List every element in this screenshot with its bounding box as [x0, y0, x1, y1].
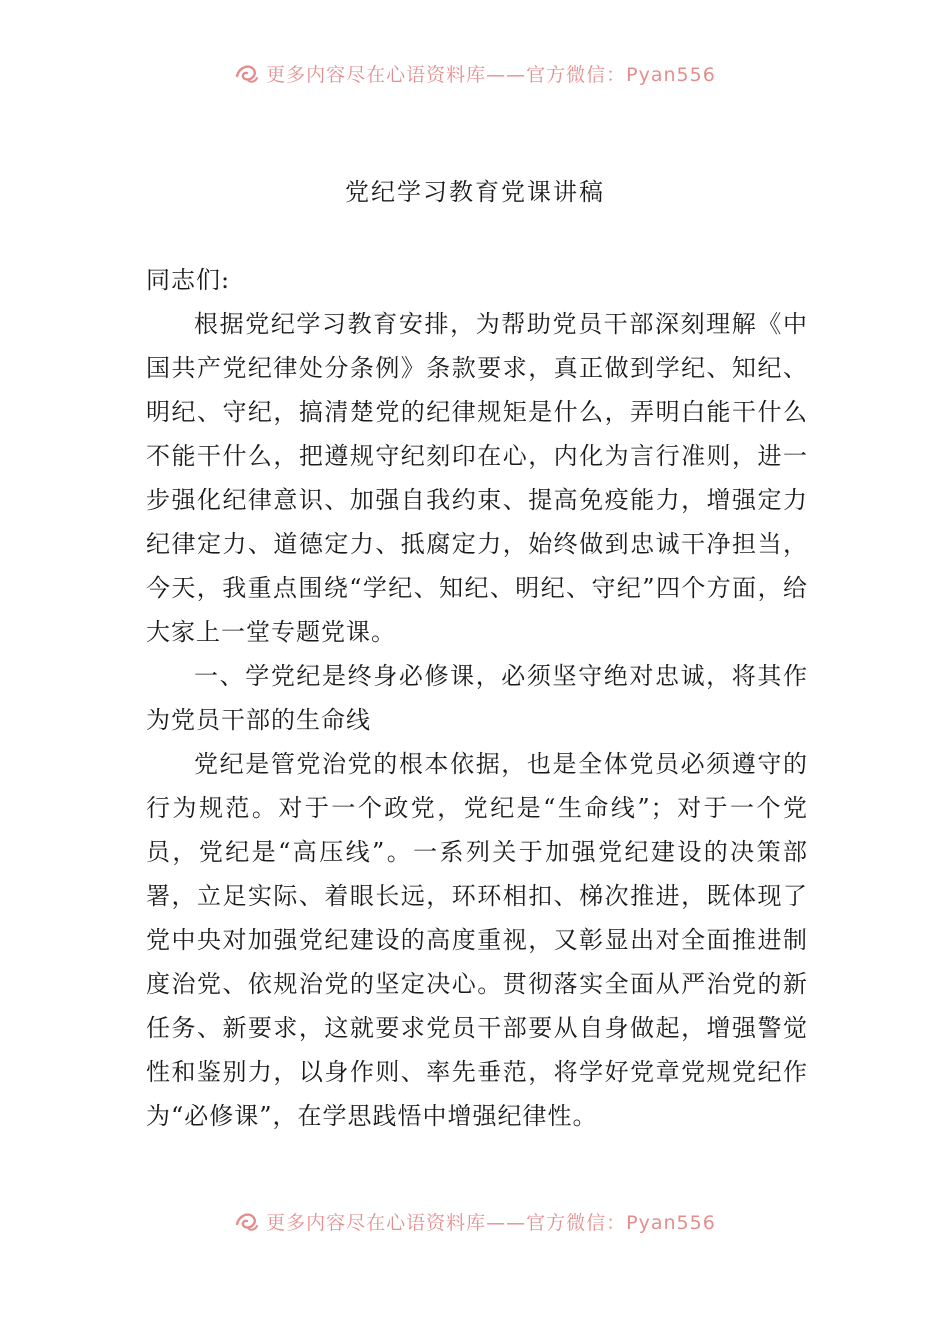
- swirl-logo-icon: [234, 62, 260, 84]
- section-heading: 一、学党纪是终身必修课，必须坚守绝对忠诚，将其作为党员干部的生命线: [146, 662, 808, 734]
- document-title: 党纪学习教育党课讲稿: [345, 178, 605, 206]
- document-body: [146, 258, 808, 1138]
- footer-watermark: [0, 1206, 950, 1236]
- salutation: 同志们:: [146, 266, 231, 294]
- paragraph-body: 党纪是管党治党的根本依据，也是全体党员必须遵守的行为规范。对于一个政党，党纪是“生命线”；对于一个党员，党纪是“高压线”。一系列关于加强党纪建设的决策部署，立足实际、着眼长远，环环相扣、梯次推进，既体现了党中央对加强党纪建设的高度重视，又彰显出对全面推进制度治党、依规治党的坚定决心。贯彻落实全面从严治党的新任务、新要求，这就要求党员干部要从自身做起，增强警觉性和鉴别力，以身作则、率先垂范，将学好党章党规党纪作为“必修课”，在学思践悟中增强纪律性。: [146, 750, 808, 1130]
- watermark-text: 更多内容尽在心语资料库——官方微信：Pyan556: [266, 1211, 716, 1234]
- header-watermark: [0, 58, 950, 88]
- watermark-text: 更多内容尽在心语资料库——官方微信：Pyan556: [266, 63, 716, 86]
- paragraph-intro: 根据党纪学习教育安排，为帮助党员干部深刻理解《中国共产党纪律处分条例》条款要求，真正做到学纪、知纪、明纪、守纪，搞清楚党的纪律规矩是什么，弄明白能干什么不能干什么，把遵规守纪刻印在心，内化为言行准则，进一步强化纪律意识、加强自我约束、提高免疫能力，增强定力纪律定力、道德定力、抵腐定力，始终做到忠诚干净担当，今天，我重点围绕“学纪、知纪、明纪、守纪”四个方面，给大家上一堂专题党课。: [146, 310, 808, 646]
- swirl-logo-icon: [234, 1210, 260, 1232]
